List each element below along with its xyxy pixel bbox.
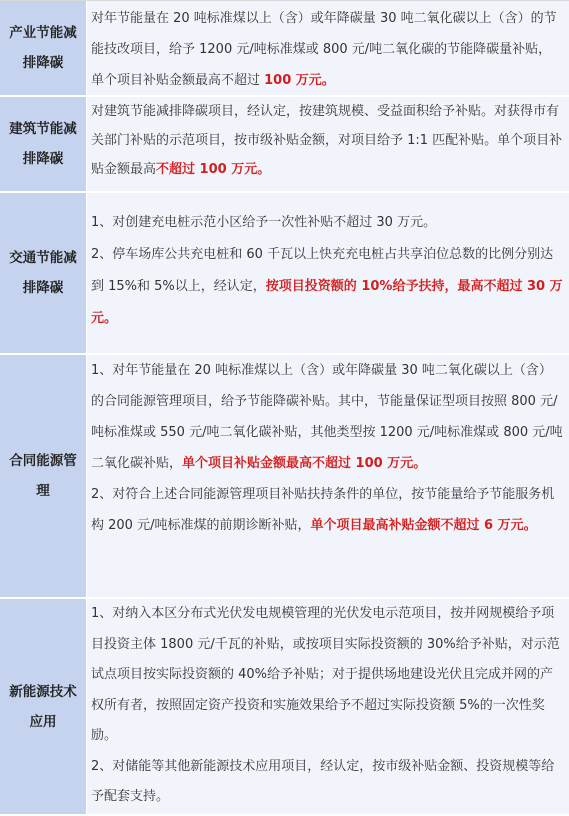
row-content — [87, 355, 569, 597]
paragraph — [91, 355, 563, 479]
paragraph — [91, 3, 563, 96]
body-text: 2、对符合上述合同能源管理项目补贴扶持条件的单位，按节能量给予节能服务机构 200 元/吨标准煤的前期诊断补贴， — [91, 487, 555, 533]
table-row — [0, 599, 569, 816]
body-text: 对年节能量在 20 吨标准煤以上（含）或年降碳量 30 吨二氧化碳以上（含）的节能技改项目，给予 1200 元/吨标准煤或 800 元/吨二氧化碳的节能降碳量补贴，单个项目补贴金额最高不超过 — [91, 11, 557, 88]
row-content — [87, 97, 569, 191]
highlight-text: 不超过 100 万元。 — [156, 162, 271, 177]
highlight-text: 单个项目补贴金额最高不超过 100 万元。 — [182, 456, 427, 471]
paragraph — [91, 239, 563, 335]
paragraph: 2、对储能等其他新能源技术应用项目，经认定，按市级补贴金额、投资规模等给予配套支持。 — [91, 758, 555, 804]
row-label: 产业节能减排降碳 — [0, 1, 86, 95]
body-text: 1、对年节能量在 20 吨标准煤以上（含）或年降碳量 30 吨二氧化碳以上（含）的合同能源管理项目，给予节能降碳补贴。其中，节能量保证型项目按照 800 元/吨标准煤或 550 元/吨二氧化碳补贴，其他类型按 1200 元/吨标准煤或 800 元/吨二氧化碳补贴， — [91, 363, 563, 471]
paragraph: 1、对创建充电桩示范小区给予一次性补贴不超过 30 万元。 — [91, 215, 437, 230]
body-text: 对建筑节能减排降碳项目，经认定，按建筑规模、受益面积给予补贴。对获得市有关部门补贴的示范项目，按市级补贴金额，对项目给予 1:1 匹配补贴。单个项目补贴金额最高 — [91, 104, 563, 177]
table-row — [0, 1, 569, 97]
row-content — [87, 599, 569, 814]
paragraph — [91, 479, 563, 541]
row-label: 交通节能减排降碳 — [0, 193, 86, 353]
row-content — [87, 193, 569, 353]
table-row — [0, 97, 569, 193]
table-row — [0, 355, 569, 599]
row-label: 建筑节能减排降碳 — [0, 97, 86, 191]
highlight-text: 100 万元。 — [264, 73, 335, 88]
body-text: 2、停车场库公共充电桩和 60 千瓦以上快充充电桩占共享泊位总数的比例分别达到 15%和 5%以上，经认定， — [91, 247, 554, 294]
highlight-text: 按项目投资额的 10%给予扶持，最高不超过 30 万元。 — [91, 279, 563, 326]
paragraph: 1、对纳入本区分布式光伏发电规模管理的光伏发电示范项目，按并网规模给予项目投资主体 1800 元/千瓦的补贴，或按项目实际投资额的 30%给予补贴，对示范试点项目按实际投资额的 40%给予补贴；对于提供场地建设光伏且完成并网的产权所有者，按照固定资产投资和实施效果给予不超过实际投资额 5%的一次性奖励。 — [91, 606, 560, 743]
row-content — [87, 1, 569, 95]
row-label: 合同能源管理 — [0, 355, 86, 597]
row-label: 新能源技术应用 — [0, 599, 86, 814]
highlight-text: 单个项目最高补贴金额不超过 6 万元。 — [310, 518, 537, 533]
table-row — [0, 193, 569, 355]
paragraph — [91, 97, 563, 184]
